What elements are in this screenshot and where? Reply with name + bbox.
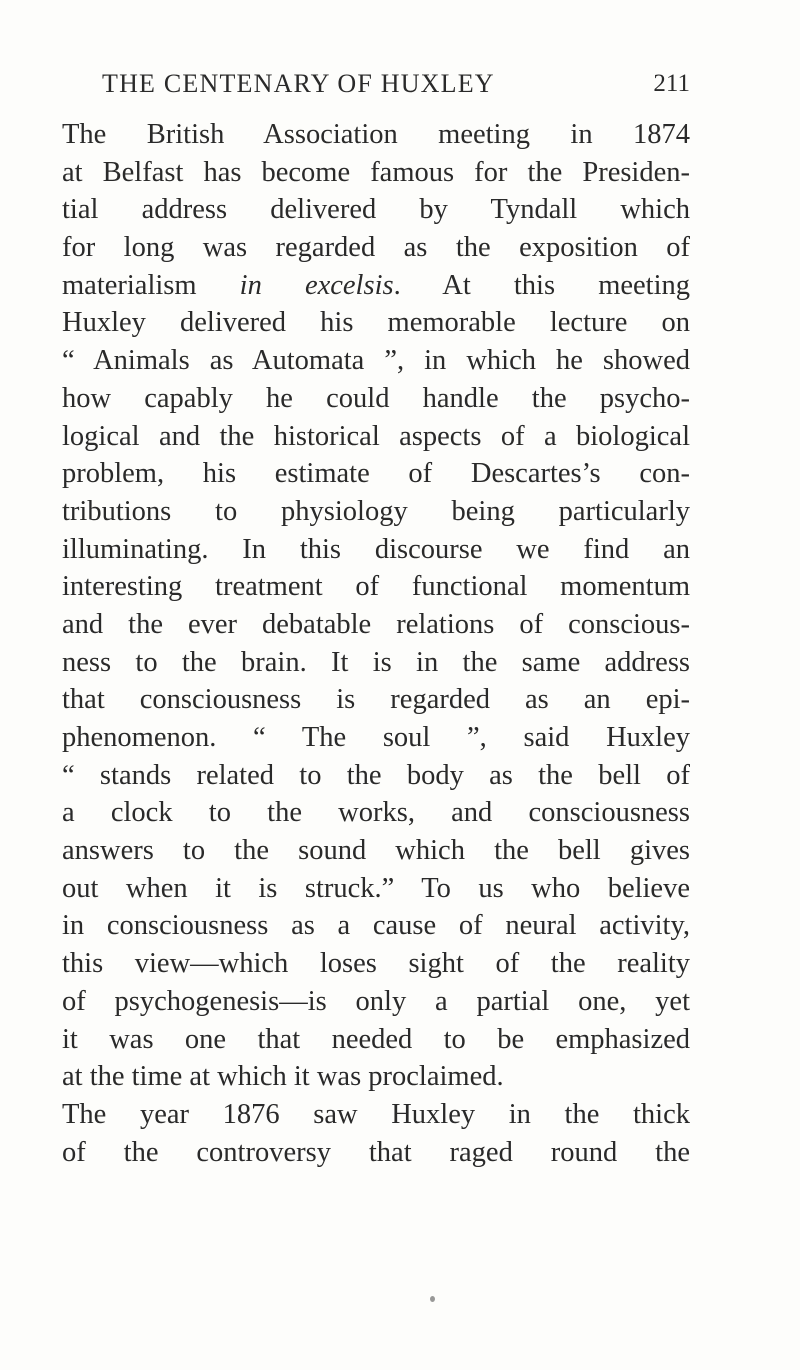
ink-speck <box>430 1296 435 1302</box>
text-line: at Belfast has become famous for the Presiden- <box>62 156 690 188</box>
text-line: of the controversy that raged round the <box>62 1136 690 1168</box>
text-line: and the ever debatable relations of conscious- <box>62 608 690 640</box>
text-line: out when it is struck.” To us who believe <box>62 872 690 904</box>
text-line: “ stands related to the body as the bell of <box>62 759 690 791</box>
text-line: Huxley delivered his memorable lecture on <box>62 307 690 339</box>
text-line: materialism in excelsis. At this meeting <box>62 269 690 301</box>
running-title: THE CENTENARY OF HUXLEY <box>102 69 495 98</box>
running-head <box>100 64 690 104</box>
body-text <box>62 116 690 1171</box>
text-line: at the time at which it was proclaimed. <box>62 1061 504 1093</box>
text-line: of psychogenesis—is only a partial one, yet <box>62 985 690 1017</box>
text-line: for long was regarded as the exposition of <box>62 232 690 264</box>
text-line: “ Animals as Automata ”, in which he showed <box>62 345 690 377</box>
text-line: ness to the brain. It is in the same address <box>62 646 690 678</box>
text-line: this view—which loses sight of the reality <box>62 948 690 980</box>
text-line: tributions to physiology being particularly <box>62 495 690 527</box>
text-line: logical and the historical aspects of a biological <box>62 420 690 452</box>
text-line: tial address delivered by Tyndall which <box>62 194 690 226</box>
page-number: 211 <box>653 70 690 97</box>
text-line: illuminating. In this discourse we find an <box>62 533 690 565</box>
text-line: in consciousness as a cause of neural activity, <box>62 910 690 942</box>
text-line: problem, his estimate of Descartes’s con- <box>62 458 690 490</box>
text-line: it was one that needed to be emphasized <box>62 1023 690 1055</box>
text-line: interesting treatment of functional momentum <box>62 571 690 603</box>
text-line: The British Association meeting in 1874 <box>62 119 690 150</box>
text-line: phenomenon. “ The soul ”, said Huxley <box>62 722 690 753</box>
paragraph-start-line: The year 1876 saw Huxley in the thick <box>62 1098 690 1130</box>
text-line: answers to the sound which the bell gives <box>62 835 690 867</box>
text-line: that consciousness is regarded as an epi- <box>62 684 690 716</box>
text-line: a clock to the works, and consciousness <box>62 797 690 829</box>
text-line: how capably he could handle the psycho- <box>62 382 690 414</box>
